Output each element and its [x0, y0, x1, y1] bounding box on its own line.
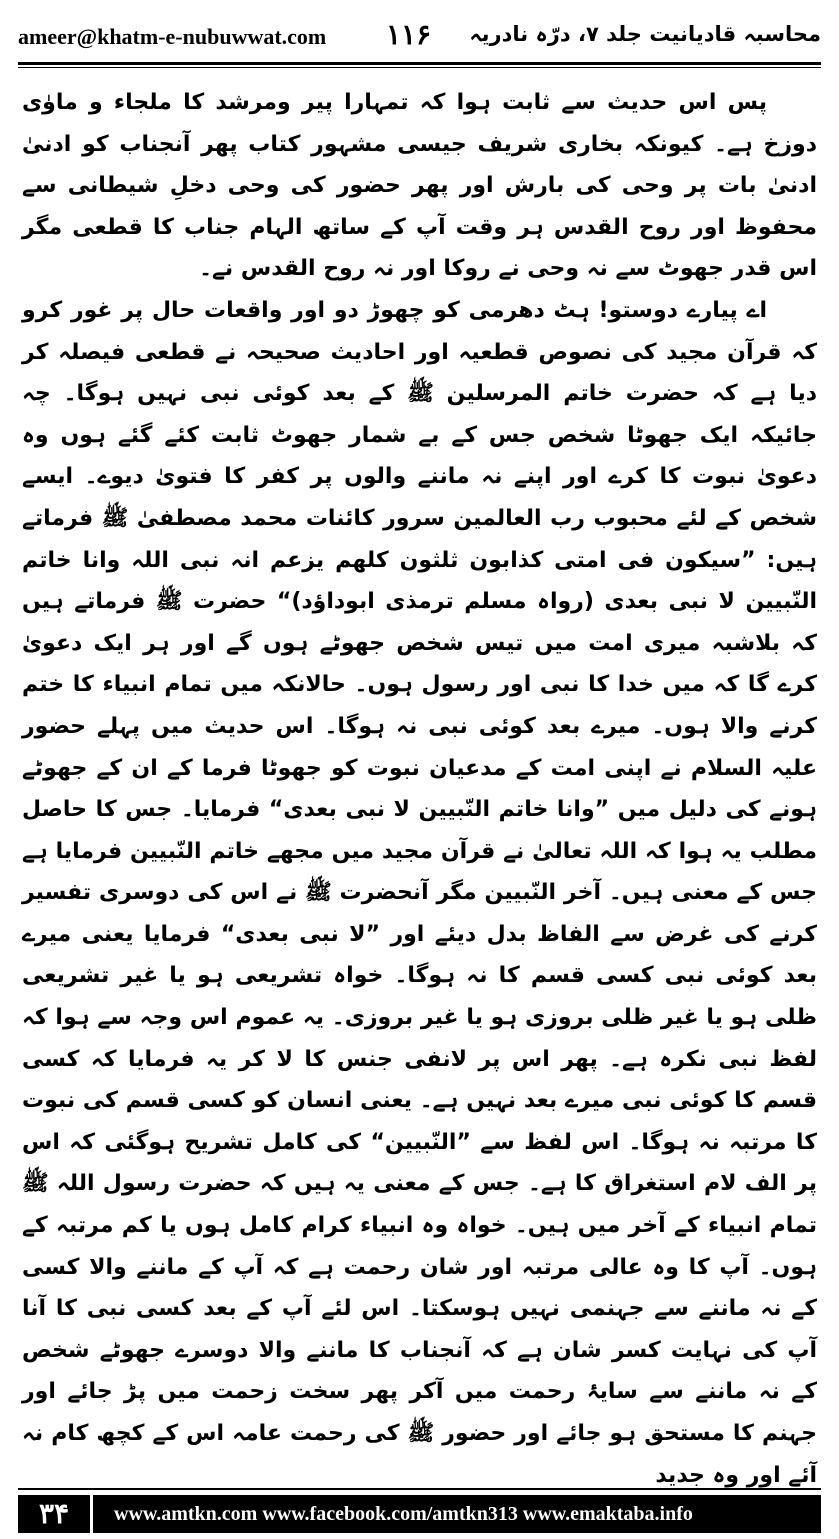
footer-links[interactable]: www.amtkn.com www.facebook.com/amtkn313 www.emaktaba.info [114, 1503, 693, 1525]
header-rule-thin [18, 67, 821, 68]
footer-rule [18, 1488, 821, 1490]
page-body [22, 82, 817, 1488]
paragraph-1: پس اس حدیث سے ثابت ہوا کہ تمہارا پیر ومرشد کا ملجاء و ماوٰی دوزخ ہے۔ کیونکہ بخاری شریف جیسی مشہور کتاب پھر آنجناب کو ادنیٰ ادنیٰ بات پر وحی کی بارش اور پھر حضور کی وحی دخلِ شیطانی سے محفوظ اور روح القدس ہر وقت آپ کے ساتھ الہام جناب کا قطعی مگر اس قدر جھوٹ سے نہ وحی نے روکا اور نہ روح القدس نے۔ [22, 90, 817, 282]
header-book-title: محاسبہ قادیانیت جلد ۷، درّہ نادریہ [469, 22, 821, 46]
footer-book-page: ۳۴ [18, 1495, 93, 1533]
header-page-number: ۱۱۶ [386, 18, 432, 51]
header-email[interactable]: ameer@khatm-e-nubuwwat.com [18, 24, 327, 49]
page-header [18, 14, 821, 60]
page-footer [18, 1495, 821, 1533]
paragraph-2: اے پیارے دوستو! ہٹ دھرمی کو چھوڑ دو اور واقعات حال پر غور کرو کہ قرآن مجید کی نصوص قطعیہ اور احادیث صحیحہ نے قطعی فیصلہ کر دیا ہے کہ حضرت خاتم المرسلین ﷺ کے بعد کوئی نبی نہیں ہوگا۔ چہ جائیکہ ایک جھوٹا شخص جس کے بے شمار جھوٹ ثابت کئے گئے ہوں وہ دعویٰ نبوت کا کرے اور اپنے نہ ماننے والوں پر کفر کا فتویٰ دیوے۔ ایسے شخص کے لئے محبوب رب العالمین سرور کائنات محمد مصطفیٰ ﷺ فرماتے ہیں: ”سیکون فی امتی کذابون ثلثون کلھم یزعم انہ نبی اللہ وانا خاتم النّبیین لا نبی بعدی (رواہ مسلم ترمذی ابوداؤد)“ حضرت ﷺ فرماتے ہیں کہ بلاشبہ میری امت میں تیس شخص جھوٹے ہوں گے اور ہر ایک دعویٰ کرے گا کہ میں خدا کا نبی اور رسول ہوں۔ حالانکہ میں تمام انبیاء کا ختم کرنے والا ہوں۔ میرے بعد کوئی نبی نہ ہوگا۔ اس حدیث میں پہلے حضور علیہ السلام نے اپنی امت کے مدعیان نبوت کو جھوٹا فرما کے ان کے جھوٹے ہونے کی دلیل میں ”وانا خاتم النّبیین لا نبی بعدی“ فرمایا۔ جس کا حاصل مطلب یہ ہوا کہ اللہ تعالیٰ نے قرآن مجید میں مجھے خاتم النّبیین فرمایا ہے جس کے معنی ہیں۔ آخر النّبیین مگر آنحضرت ﷺ نے اس کی دوسری تفسیر کرنے کی غرض سے الفاظ بدل دیئے اور ”لا نبی بعدی“ فرمایا یعنی میرے بعد کوئی نبی کسی قسم کا نہ ہوگا۔ خواہ تشریعی ہو یا غیر تشریعی ظلی ہو یا غیر ظلی بروزی ہو یا غیر بروزی۔ یہ عموم اس وجہ سے ہوا کہ لفظ نبی نکرہ ہے۔ پھر اس پر لانفی جنس کا لا کر یہ فرمایا کہ کسی قسم کا کوئی نبی میرے بعد نہیں ہے۔ یعنی انسان کو کسی قسم کی نبوت کا مرتبہ نہ ہوگا۔ اس لفظ سے ”النّبیین“ کی کامل تشریح ہوگئی کہ اس پر الف لام استغراق کا ہے۔ جس کے معنی یہ ہیں کہ حضرت رسول اللہ ﷺ تمام انبیاء کے آخر میں ہیں۔ خواہ وہ انبیاء کرام کامل ہوں یا کم مرتبہ کے ہوں۔ آپ کا وہ عالی مرتبہ اور شان رحمت ہے کہ آپ کے ماننے والا کسی کے نہ ماننے سے جہنمی نہیں ہوسکتا۔ اس لئے آپ کے بعد کسی نبی کا آنا آپ کی نہایت کسر شان ہے کہ آنجناب کا ماننے والا دوسرے جھوٹے شخص کے نہ ماننے سے سایۂ رحمت میں آکر پھر سخت زحمت میں پڑ جائے اور جہنم کا مستحق ہو جائے اور حضور ﷺ کی رحمت عامہ اس کے کچھ کام نہ آئے اور وہ جدید [22, 297, 817, 1488]
header-rule [18, 62, 821, 65]
